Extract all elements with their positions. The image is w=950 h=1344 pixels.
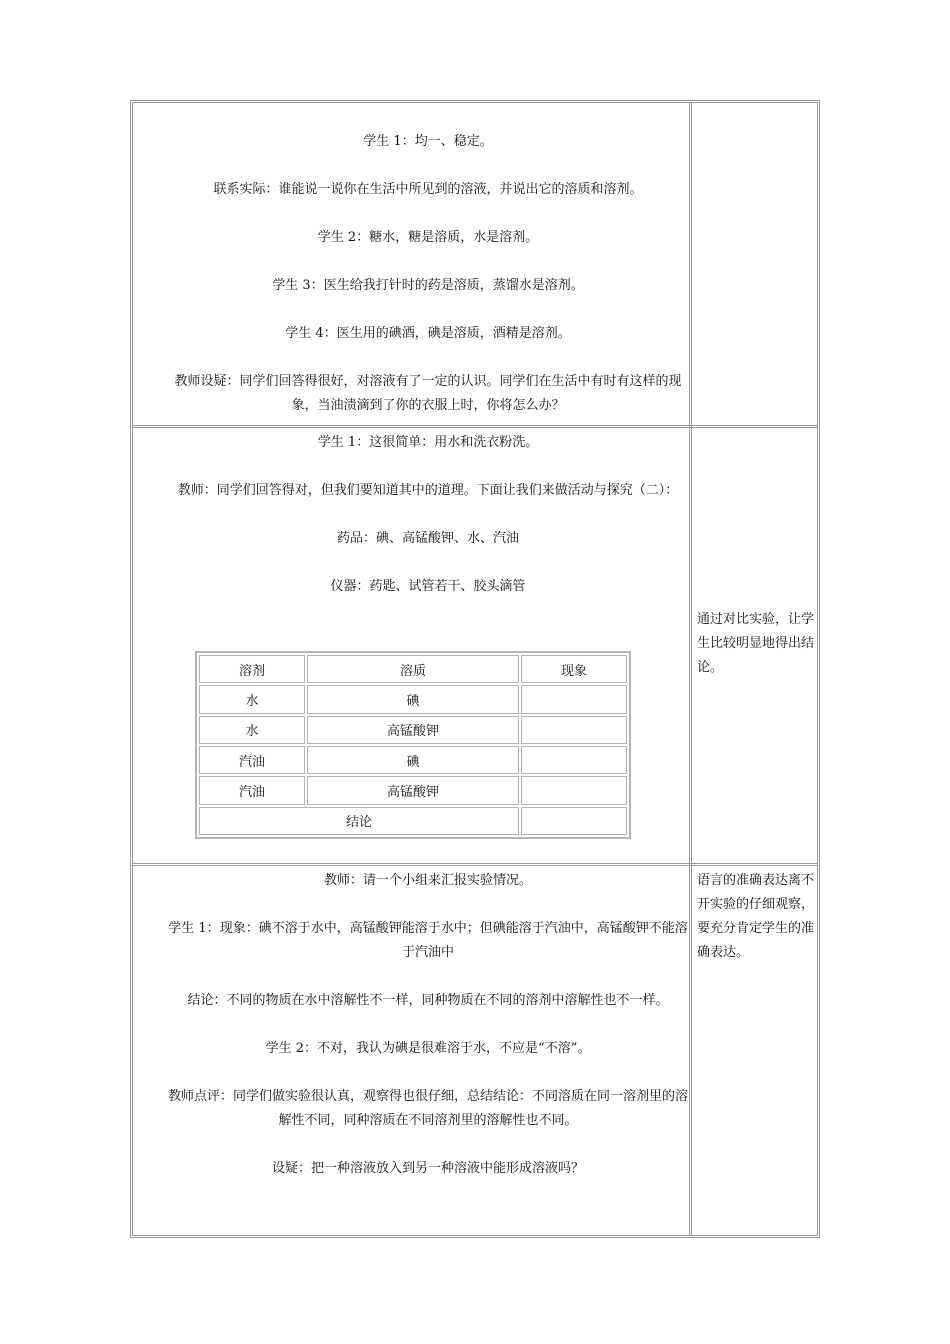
row3-line-6: 设疑：把一种溶液放入到另一种溶液中能形成溶液吗？ — [271, 1161, 584, 1176]
cell-phenomenon — [521, 685, 627, 713]
lesson-row-1 — [133, 103, 817, 425]
cell-solvent: 汽油 — [199, 746, 305, 774]
row1-main-cell — [163, 103, 693, 418]
cell-solute: 高锰酸钾 — [307, 716, 519, 744]
lesson-row-2 — [133, 425, 817, 863]
cell-solute: 碘 — [307, 746, 519, 774]
lesson-table — [130, 100, 820, 1238]
table-row — [199, 685, 627, 713]
row3-line-4: 学生 2：不对，我认为碘是很难溶于水，不应是“不溶”。 — [265, 1041, 591, 1056]
row3-line-5: 教师点评：同学们做实验很认真，观察得也很仔细，总结结论：不同溶质在同一溶剂里的溶解性不同，同种溶质在不同溶剂里的溶解性也不同。 — [167, 1089, 688, 1128]
conclusion-value — [521, 807, 627, 835]
experiment-table — [195, 651, 631, 839]
row3-line-2: 学生 1：现象：碘不溶于水中，高锰酸钾能溶于水中；但碘能溶于汽油中，高锰酸钾不能溶于汽油中 — [168, 921, 688, 960]
cell-phenomenon — [521, 716, 627, 744]
cell-solute: 高锰酸钾 — [307, 776, 519, 804]
lesson-row-3 — [133, 863, 817, 1235]
row3-line-1: 教师：请一个小组来汇报实验情况。 — [323, 873, 532, 888]
row2-side-cell — [697, 608, 815, 680]
header-phenomenon: 现象 — [521, 655, 627, 683]
cell-phenomenon — [521, 746, 627, 774]
row3-side-note: 语言的准确表达离不开实验的仔细观察，要充分肯定学生的准确表达。 — [697, 873, 815, 960]
row1-line-3: 学生 2：糖水，糖是溶质，水是溶剂。 — [317, 230, 539, 245]
experiment-header-row — [199, 655, 627, 683]
row2-side-note: 通过对比实验，让学生比较明显地得出结论。 — [697, 612, 815, 675]
row2-line-2: 教师：同学们回答得对，但我们要知道其中的道理。下面让我们来做活动与探究（二）： — [177, 483, 679, 498]
row1-line-2: 联系实际：谁能说一说你在生活中所见到的溶液，并说出它的溶质和溶剂。 — [213, 182, 643, 197]
row2-line-4: 仪器：药匙、试管若干、胶头滴管 — [330, 579, 526, 594]
row2-main-cell — [163, 428, 693, 599]
row2-line-1: 学生 1：这很简单：用水和洗衣粉洗。 — [317, 435, 539, 450]
row1-line-4: 学生 3：医生给我打针时的药是溶质，蒸馏水是溶剂。 — [272, 278, 584, 293]
cell-phenomenon — [521, 776, 627, 804]
row3-main-cell — [163, 866, 693, 1181]
table-row — [199, 746, 627, 774]
row1-line-6: 教师设疑：同学们回答得很好，对溶液有了一定的认识。同学们在生活中有时有这样的现象，当油渍滴到了你的衣服上时，你将怎么办？ — [174, 374, 682, 413]
row3-line-3: 结论：不同的物质在水中溶解性不一样，同种物质在不同的溶剂中溶解性也不一样。 — [187, 993, 669, 1008]
row1-line-5: 学生 4：医生用的碘酒，碘是溶质，酒精是溶剂。 — [285, 326, 571, 341]
conclusion-label: 结论 — [199, 807, 519, 835]
cell-solvent: 水 — [199, 716, 305, 744]
conclusion-row — [199, 807, 627, 835]
table-row — [199, 776, 627, 804]
cell-solute: 碘 — [307, 685, 519, 713]
row1-line-1: 学生 1：均一、稳定。 — [363, 134, 493, 149]
cell-solvent: 汽油 — [199, 776, 305, 804]
cell-solvent: 水 — [199, 685, 305, 713]
row2-line-3: 药品：碘、高锰酸钾、水、汽油 — [336, 531, 519, 546]
header-solvent: 溶剂 — [199, 655, 305, 683]
table-row — [199, 716, 627, 744]
header-solute: 溶质 — [307, 655, 519, 683]
row3-side-cell — [697, 869, 815, 965]
